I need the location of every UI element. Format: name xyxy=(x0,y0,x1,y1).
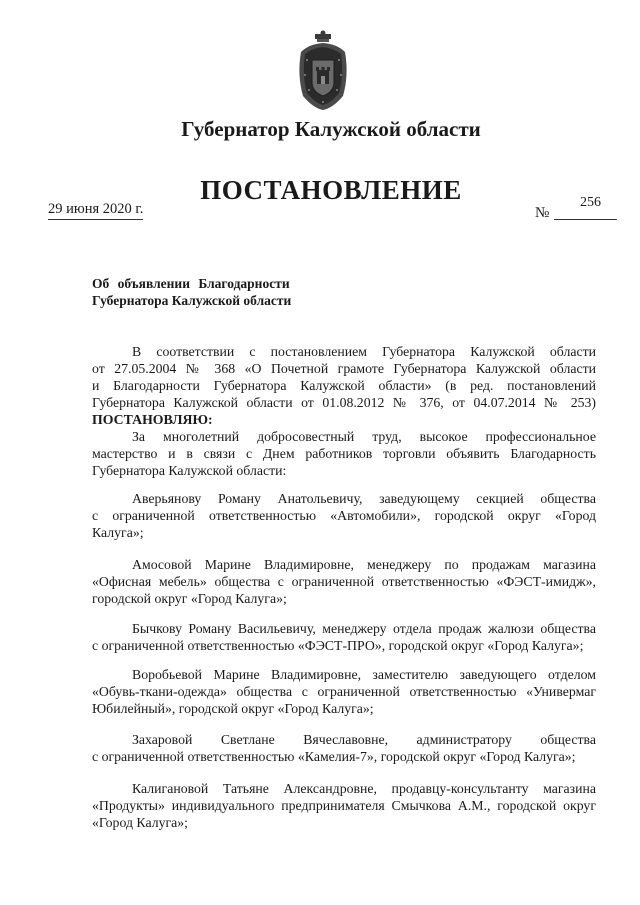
subject-line-1: Об объявлении Благодарности xyxy=(92,276,290,291)
preamble-line: Губернатора Калужской области от 01.08.2012 № 376, от 04.07.2014 № 253) xyxy=(92,395,596,410)
document-number-underline xyxy=(554,219,617,220)
document-type-title: ПОСТАНОВЛЕНИЕ xyxy=(200,175,462,205)
decree-word: ПОСТАНОВЛЯЮ: xyxy=(92,412,213,427)
awardee-line: «Продукты» индивидуального предпринимателя Смычкова А.М., городской округ xyxy=(92,798,596,813)
awardee-line: Калигановой Татьяне Александровне, продавцу-консультанту магазина xyxy=(132,781,596,796)
awardee-line: с ограниченной ответственностью «ФЭСТ-ПРО», городской округ «Город Калуга»; xyxy=(92,638,584,653)
document-number-label: № xyxy=(535,205,550,221)
awardee-line: «Офисная мебель» общества с ограниченной ответственностью «ФЭСТ-имидж», xyxy=(92,574,596,589)
awardee-line: Калуга»; xyxy=(92,525,144,540)
awardee-line: «Город Калуга»; xyxy=(92,815,188,830)
preamble-paragraph xyxy=(92,343,596,428)
subject-line-2: Губернатора Калужской области xyxy=(92,293,292,308)
awardee-line: Бычкову Роману Васильевичу, менеджеру отдела продаж жалюзи общества xyxy=(132,621,596,636)
document-number: 256 xyxy=(580,195,601,210)
awardee-paragraph xyxy=(92,490,596,541)
coat-of-arms-emblem xyxy=(293,30,353,112)
awardee-paragraph xyxy=(92,666,596,717)
awardee-paragraph xyxy=(92,620,596,654)
document-date: 29 июня 2020 г. xyxy=(48,201,143,220)
awardee-line: Захаровой Светлане Вячеславовне, администратору общества xyxy=(132,732,596,747)
awardee-line: Воробьевой Марине Владимировне, заместителю заведующего отделом xyxy=(132,667,596,682)
awardee-line: с ограниченной ответственностью «Камелия-7», городской округ «Город Калуга»; xyxy=(92,749,576,764)
awardee-line: городской округ «Город Калуга»; xyxy=(92,591,287,606)
preamble-line: В соответствии с постановлением Губернатора Калужской области xyxy=(132,344,596,359)
preamble-line: от 27.05.2004 № 368 «О Почетной грамоте Губернатора Калужской области xyxy=(92,361,596,376)
intro-line: За многолетний добросовестный труд, высокое профессиональное xyxy=(132,429,596,444)
document-subject xyxy=(92,275,392,309)
intro-line: Губернатора Калужской области: xyxy=(92,463,287,478)
awardee-paragraph xyxy=(92,731,596,765)
issuing-authority: Губернатор Калужской области xyxy=(181,117,481,141)
preamble-line: и Благодарности Губернатора Калужской области» (в ред. постановлений xyxy=(92,378,596,393)
intro-paragraph xyxy=(92,428,596,479)
awardee-line: Аверьянову Роману Анатольевичу, заведующему секцией общества xyxy=(132,491,596,506)
awardee-paragraph xyxy=(92,780,596,831)
awardee-line: «Обувь-ткани-одежда» общества с ограниченной ответственностью «Универмаг xyxy=(92,684,596,699)
intro-line: мастерство и в связи с Днем работников торговли объявить Благодарность xyxy=(92,446,596,461)
awardee-line: Юбилейный», городской округ «Город Калуга»; xyxy=(92,701,374,716)
awardee-paragraph xyxy=(92,556,596,607)
awardee-line: с ограниченной ответственностью «Автомобили», городской округ «Город xyxy=(92,508,596,523)
awardee-line: Амосовой Марине Владимировне, менеджеру по продажам магазина xyxy=(132,557,596,572)
